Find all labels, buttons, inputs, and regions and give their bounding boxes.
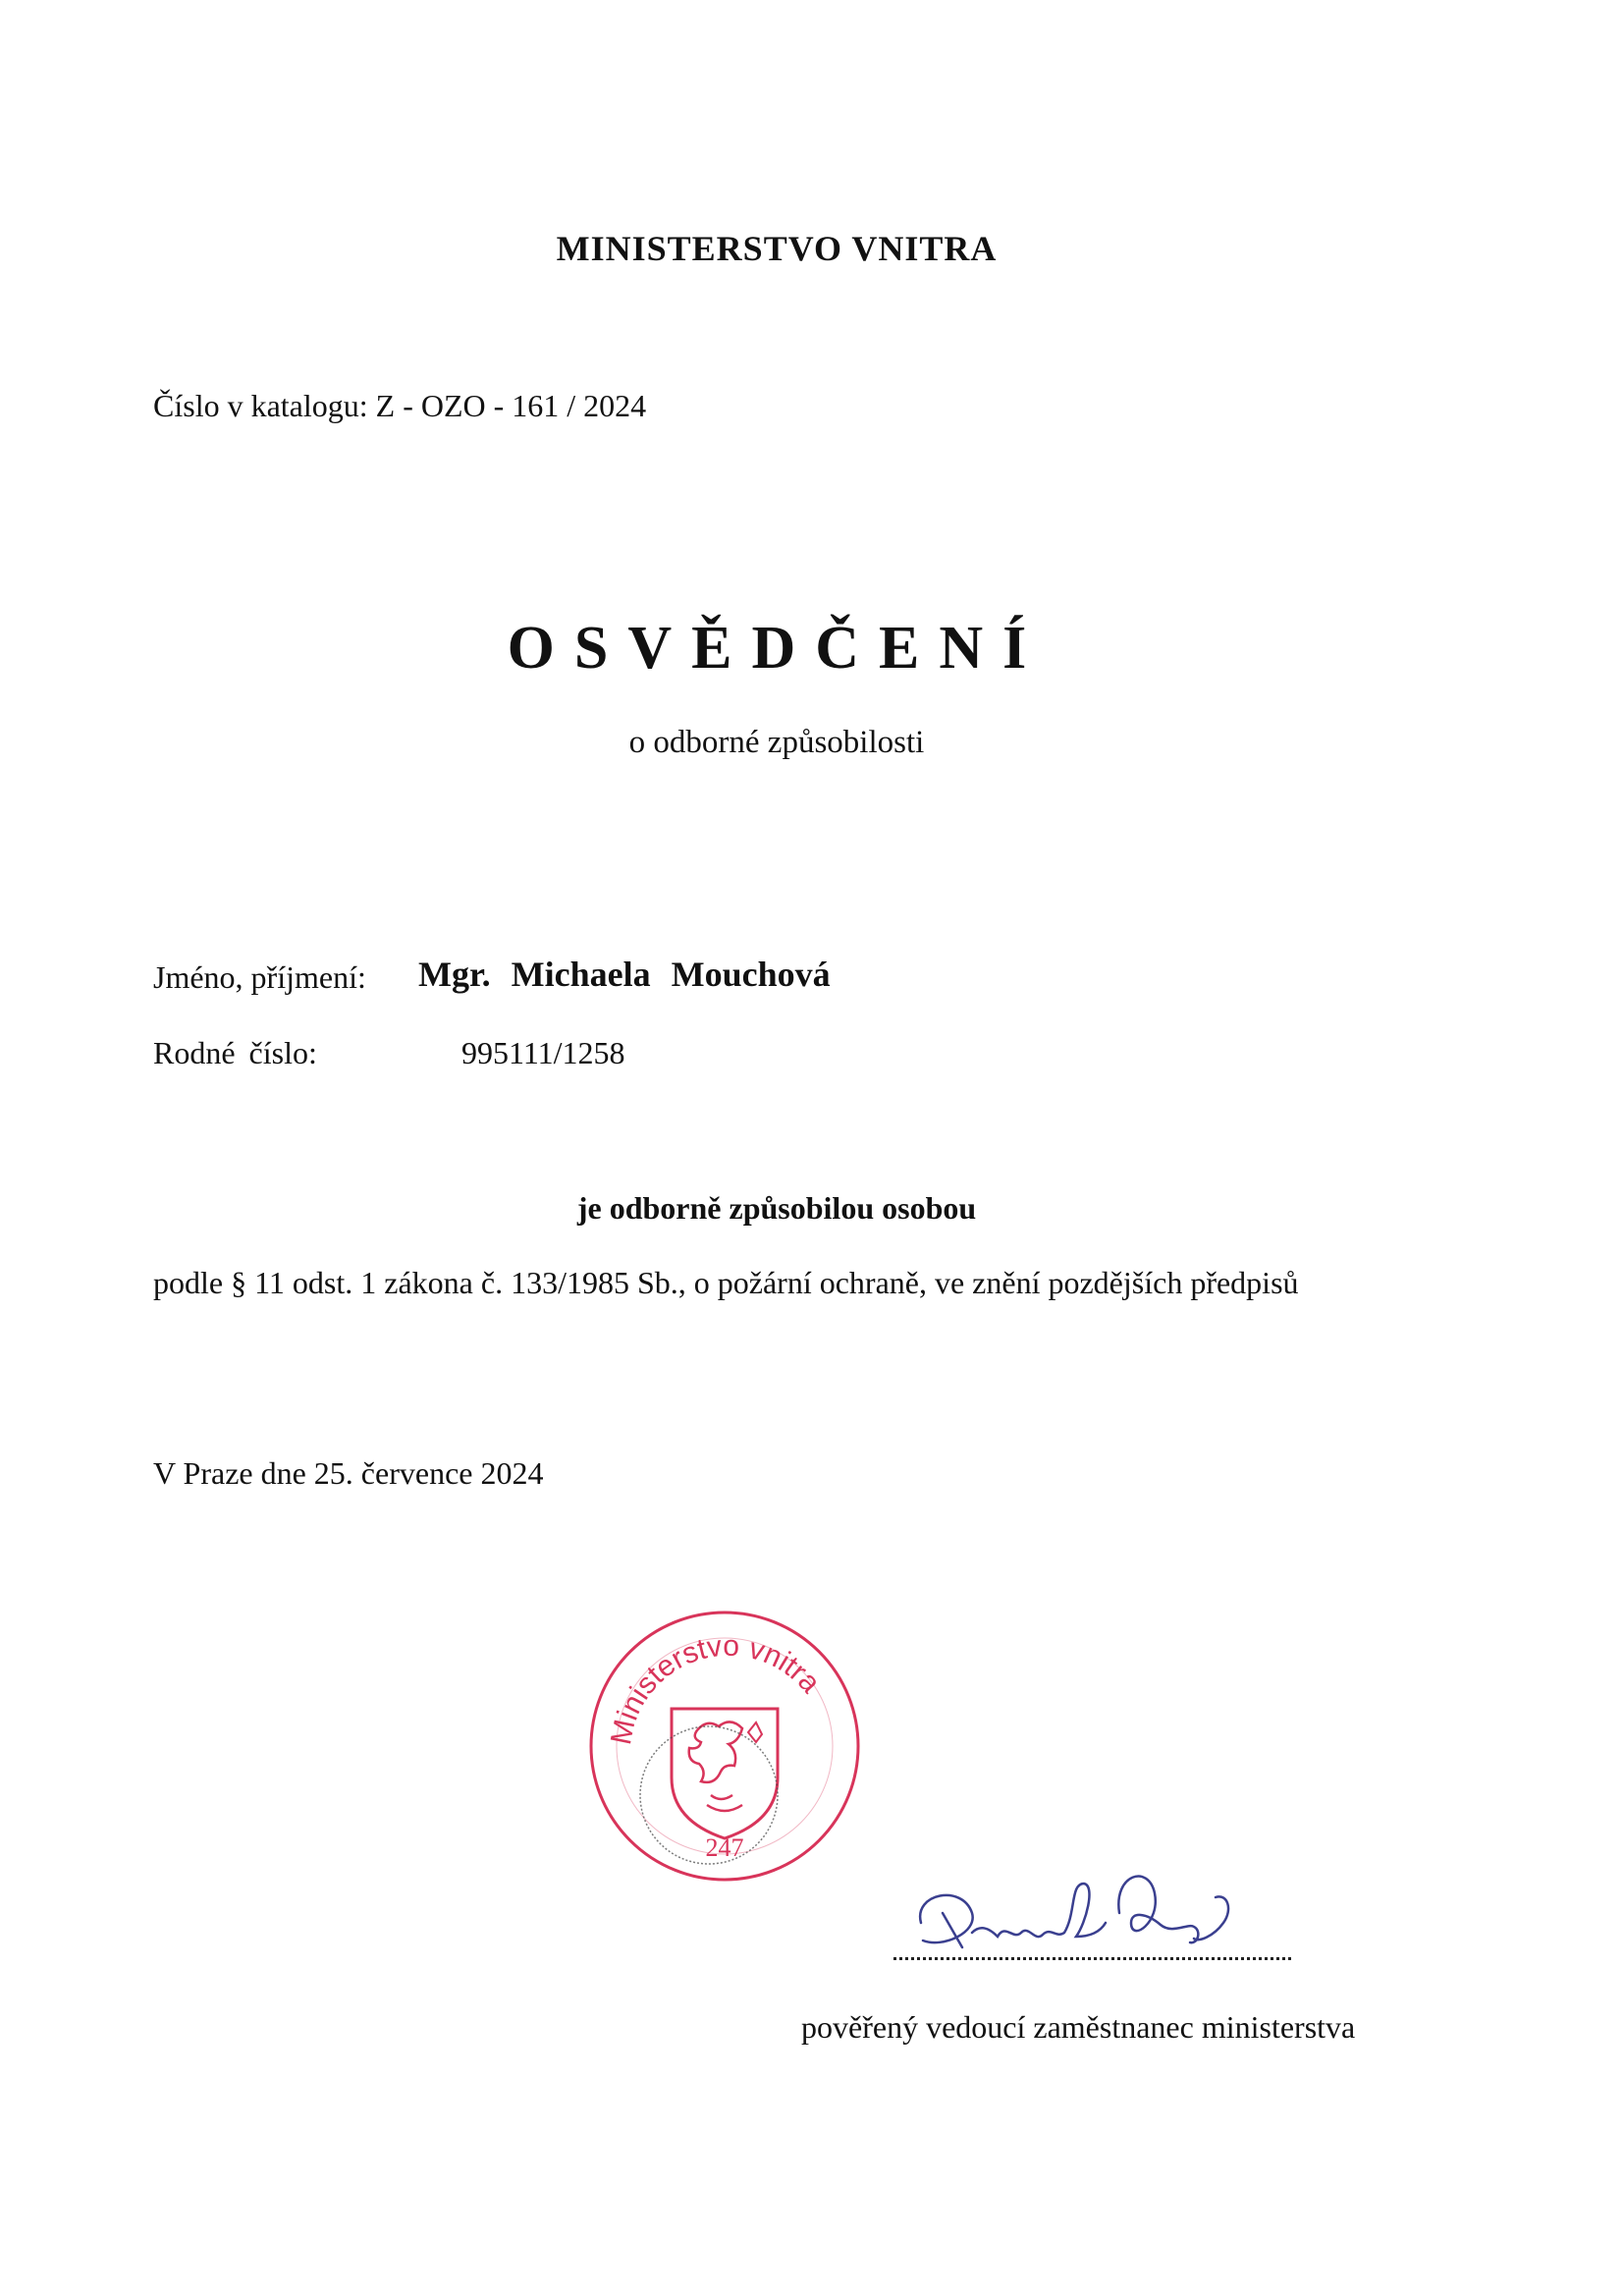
name-value: Mgr. Michaela Mouchová (418, 955, 831, 994)
handwritten-signature (903, 1854, 1276, 1962)
stamp-text-left: Ministerstvo (604, 1629, 740, 1748)
signature-line (893, 1957, 1291, 1960)
stamp-number: 247 (705, 1833, 744, 1862)
document-title: OSVĚDČENÍ (507, 615, 1047, 682)
competence-statement: je odborně způsobilou osobou (576, 1190, 977, 1226)
signer-title: pověřený vedoucí zaměstnanec ministerstva (801, 2009, 1356, 2045)
name-label: Jméno, příjmení: (153, 959, 366, 995)
stamp-arc-text (605, 1630, 827, 1748)
official-stamp (581, 1603, 868, 1889)
document-subtitle: o odborné způsobilosti (628, 725, 925, 760)
birth-number-label: Rodné číslo: (153, 1035, 317, 1070)
birth-number-value: 995111/1258 (461, 1035, 625, 1070)
stamp-text-right: vnitra (745, 1632, 827, 1700)
catalog-number: Číslo v katalogu: Z - OZO - 161 / 2024 (153, 388, 647, 423)
ministry-heading: MINISTERSTVO VNITRA (556, 229, 998, 268)
legal-basis: podle § 11 odst. 1 zákona č. 133/1985 Sb., o požární ochraně, ve znění pozdějších předpisů (153, 1265, 1299, 1300)
place-and-date: V Praze dne 25. července 2024 (153, 1455, 544, 1491)
